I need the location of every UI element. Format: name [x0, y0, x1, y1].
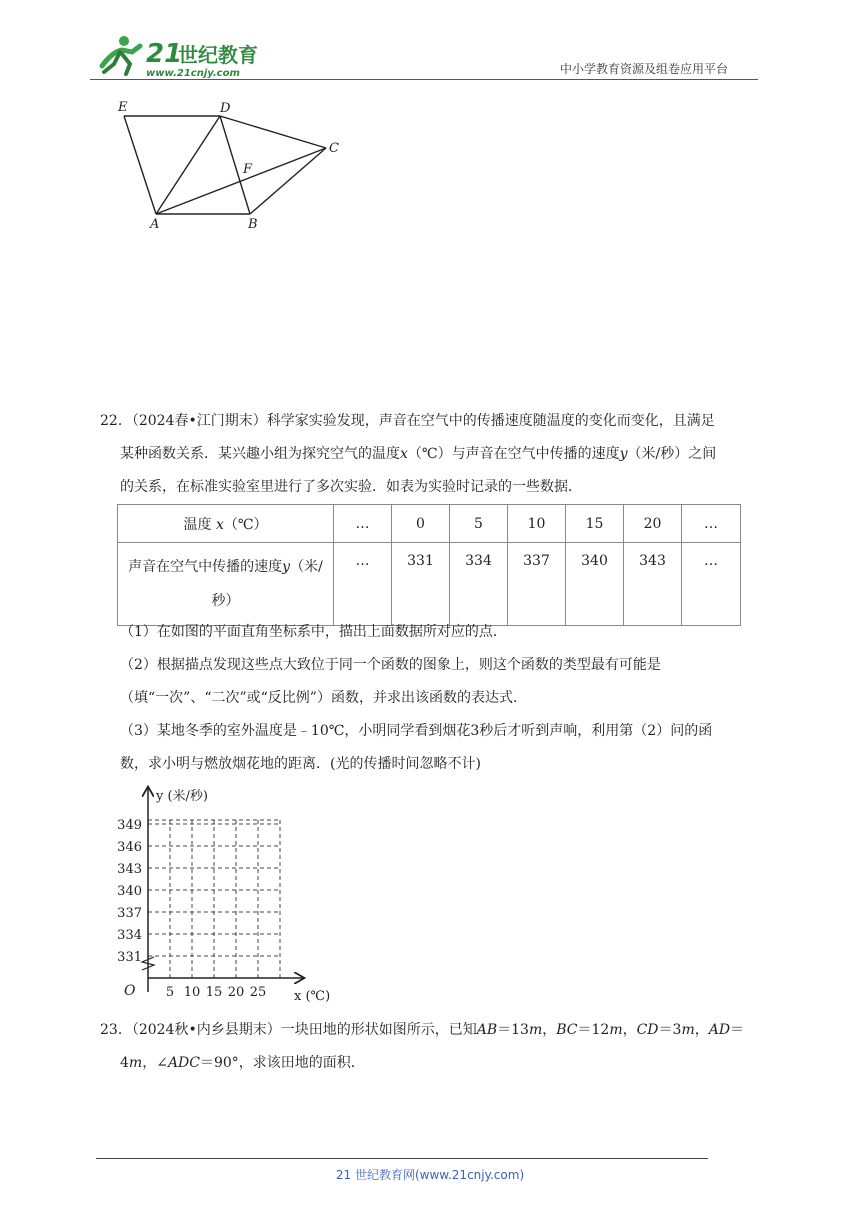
table-cell: … [334, 505, 392, 543]
site-logo [92, 32, 262, 80]
q22-line-2-b: （℃）与声音在空气中传播的速度 [407, 446, 620, 462]
table-cell: 15 [566, 505, 624, 543]
label-D: D [220, 101, 231, 116]
q23-text: ， [622, 1022, 637, 1038]
seg-AB: AB [476, 1022, 498, 1038]
x-axis-label: x (℃) [294, 989, 331, 1004]
footer-divider [96, 1158, 708, 1159]
logo-brand: 世纪教育 [178, 43, 258, 67]
y-tick-label: 349 [117, 818, 142, 833]
q23-text: ＝3 [658, 1022, 682, 1038]
q23-text: ＝12 [577, 1022, 610, 1038]
origin-label: O [124, 983, 136, 999]
table-cell: 343 [624, 543, 682, 626]
q23-text: 4 [120, 1055, 129, 1071]
label-F: F [243, 162, 253, 177]
quadrilateral-figure [110, 96, 350, 232]
y-tick-label: 346 [117, 840, 142, 855]
var-y: y [619, 446, 628, 462]
seg-BC: BC [556, 1022, 578, 1038]
label-E: E [118, 100, 128, 115]
y-tick-label: 343 [117, 862, 142, 877]
temp-label-var: x [215, 516, 224, 533]
data-table [117, 504, 741, 626]
x-tick-label: 15 [205, 985, 223, 1000]
angle-ADC: ADC [167, 1055, 200, 1071]
y-tick-label: 334 [117, 928, 142, 943]
q23-line-1 [100, 1020, 744, 1040]
q22-part-3-line-2: 数，求小明与燃放烟花地的距离．(光的传播时间忽略不计) [120, 756, 481, 772]
table-row-speed [118, 543, 741, 626]
label-C: C [329, 141, 339, 156]
x-tick-labels [166, 985, 266, 1000]
logo-url: www.21cnjy.com [146, 68, 240, 79]
q22-line-2-a: 某种函数关系．某兴趣小组为探究空气的温度 [120, 446, 400, 462]
q22-part-2-line-2: （填“一次”、“二次”或“反比例”）函数，并求出该函数的表达式． [120, 690, 527, 706]
table-cell: 5 [450, 505, 508, 543]
table-cell: 331 [392, 543, 450, 626]
q23-line-2 [120, 1053, 365, 1073]
seg-CD: CD [636, 1022, 659, 1038]
coordinate-grid-chart [108, 782, 358, 1007]
q23-text: 23．（2024秋•内乡县期末）一块田地的形状如图所示，已知 [100, 1022, 477, 1038]
q22-line-2-c: （米/秒）之间 [627, 446, 717, 462]
table-cell: 340 [566, 543, 624, 626]
unit-m: m [609, 1022, 623, 1038]
q23-text: ＝13 [497, 1022, 529, 1038]
footer-text: 21 世纪教育网(www.21cnjy.com) [335, 1168, 525, 1182]
table-header-temperature [118, 505, 334, 543]
q23-text: ，∠ [142, 1055, 168, 1071]
table-cell: 20 [624, 505, 682, 543]
q22-part-2-line-1: （2）根据描点发现这些点大致位于同一个函数的图象上，则这个函数的类型最有可能是 [120, 657, 661, 673]
q22-line-2 [120, 444, 716, 464]
logo-number: 21 [146, 39, 183, 69]
y-tick-label: 331 [117, 950, 142, 965]
temp-label-b: （℃） [223, 516, 268, 533]
table-header-speed [118, 543, 334, 626]
label-B: B [248, 217, 258, 232]
runner-icon [102, 36, 140, 74]
table-row-temperature [118, 505, 741, 543]
var-x: x [400, 446, 408, 462]
unit-m: m [528, 1022, 543, 1038]
x-tick-label: 5 [165, 985, 175, 1000]
y-tick-labels [117, 818, 142, 965]
q23-text: ， [694, 1022, 709, 1038]
x-tick-label: 20 [227, 985, 245, 1000]
header-divider [90, 79, 758, 80]
table-cell: 337 [508, 543, 566, 626]
table-cell: … [334, 543, 392, 626]
seg-AD: AD [708, 1022, 731, 1038]
q22-part-3-line-1: （3）某地冬季的室外温度是﹣10℃，小明同学看到烟花3秒后才听到声响，利用第（2）问的函 [120, 723, 713, 739]
platform-name: 中小学教育资源及组卷应用平台 [560, 62, 729, 76]
temp-label-a: 温度 [183, 516, 212, 533]
table-cell: … [682, 543, 741, 626]
q23-text: ， [542, 1022, 557, 1038]
q23-text: ＝ [730, 1022, 745, 1038]
table-cell: 334 [450, 543, 508, 626]
x-tick-label: 25 [249, 985, 267, 1000]
q23-text: ＝90°，求该田地的面积． [199, 1055, 365, 1071]
label-A: A [150, 217, 160, 232]
axis-break-icon [142, 957, 154, 970]
unit-m: m [128, 1055, 143, 1071]
speed-label-var: y [282, 559, 291, 575]
speed-label-line2: 秒） [211, 593, 240, 609]
q22-part-1: （1）在如图的平面直角坐标系中，描出上面数据所对应的点． [120, 624, 507, 640]
y-tick-label: 337 [117, 906, 142, 921]
y-axis-label: y (米/秒) [156, 789, 209, 804]
speed-label-a: 声音在空气中传播的速度 [128, 559, 283, 575]
table-cell: 0 [392, 505, 450, 543]
y-tick-label: 340 [117, 884, 142, 899]
q22-line-3: 的关系，在标准实验室里进行了多次实验．如表为实验时记录的一些数据． [120, 479, 582, 495]
table-cell: 10 [508, 505, 566, 543]
q22-line-1: 22．（2024春•江门期末）科学家实验发现，声音在空气中的传播速度随温度的变化而变化，且满足 [100, 413, 715, 429]
unit-m: m [681, 1022, 695, 1038]
x-tick-label: 10 [183, 985, 201, 1000]
table-cell: … [682, 505, 741, 543]
speed-label-b: （米/ [290, 559, 323, 575]
grid [148, 820, 280, 978]
